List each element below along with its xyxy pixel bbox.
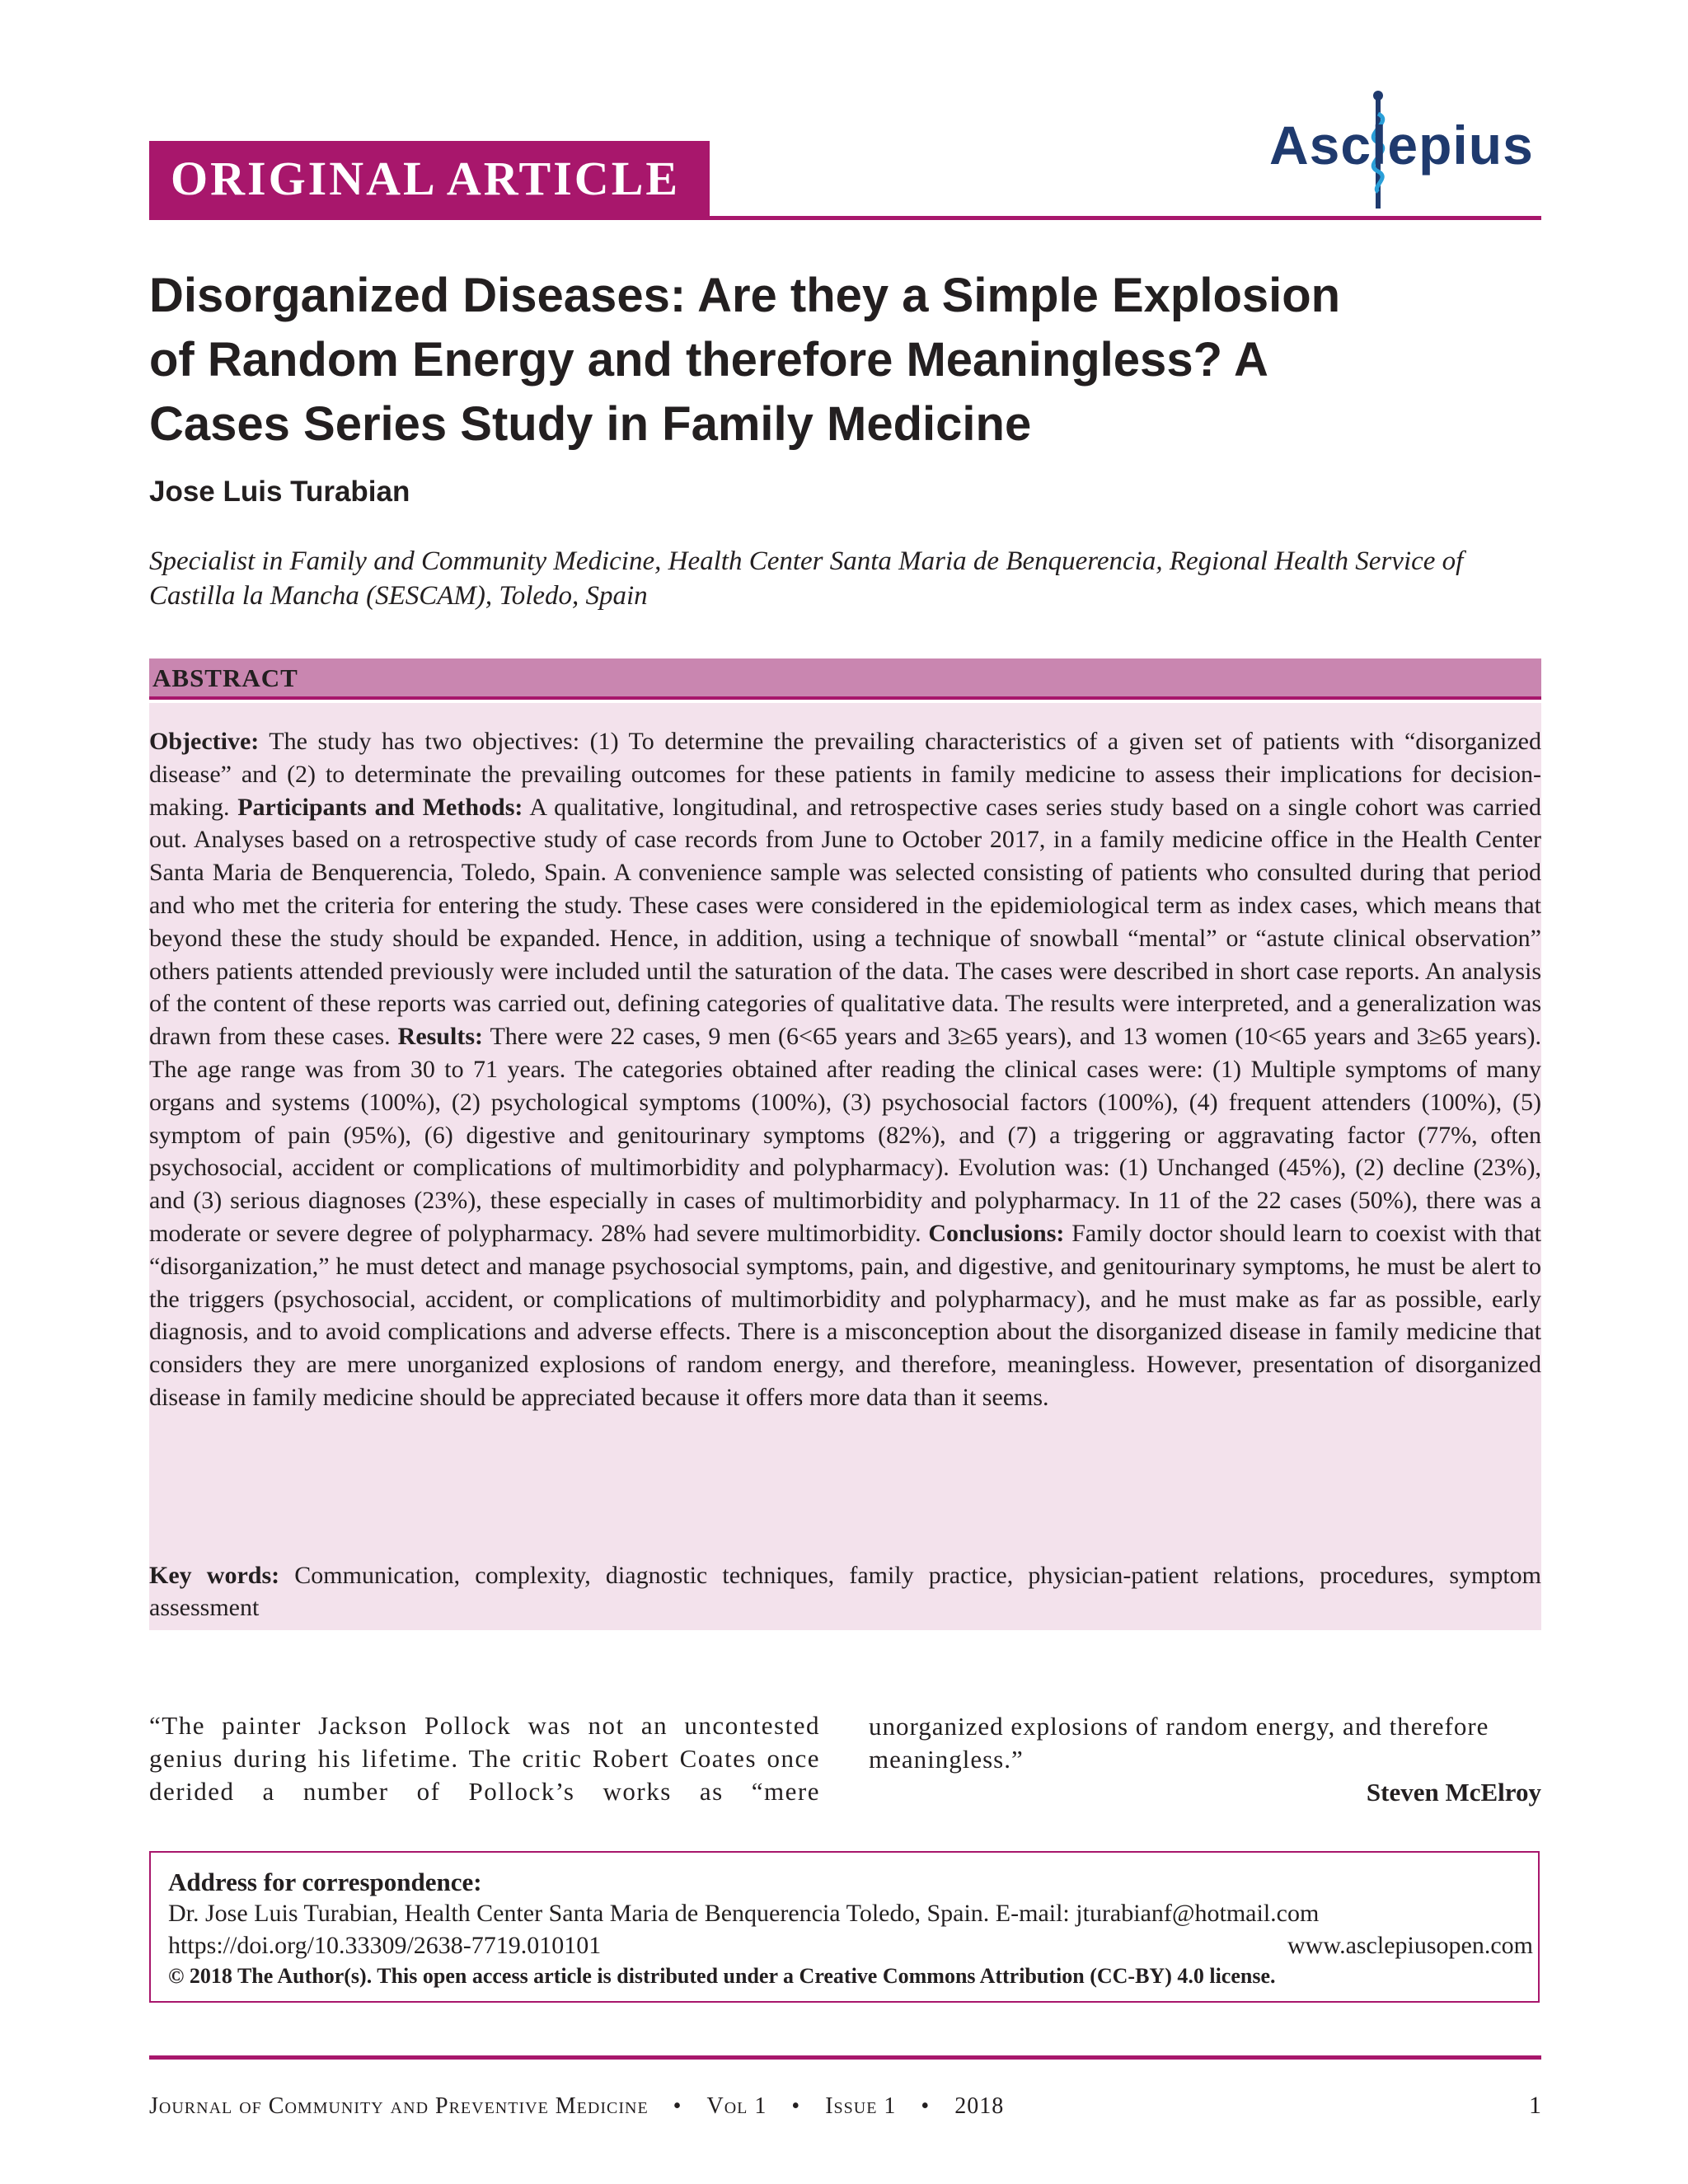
journal-name: Journal of Community and Preventive Medicine [149,2093,649,2119]
article-type-banner: ORIGINAL ARTICLE [149,141,710,217]
separator: • [791,2093,801,2119]
separator: • [921,2093,931,2119]
abstract-text [149,725,1541,1414]
author-affiliation: Specialist in Family and Community Medicine, Health Center Santa Maria de Benquerencia, Regional Health Service of Castilla la Mancha (SESCAM), Toledo, Spain [149,546,1464,611]
publisher-logo [1269,89,1541,213]
license-notice: © 2018 The Author(s). This open access article is distributed under a Creative Commons Attribution (CC-BY) 4.0 license. [168,1964,1276,1988]
conclusions-text: Family doctor should learn to coexist with that “disorganization,” he must detect and manage psychosocial symptoms, pain, and digestive, and genitourinary symptoms, he must be alert to the triggers (psychosocial, accident, or complications of multimorbidity and polypharmacy), and he must make as far as possible, early diagnosis, and to avoid complications and adverse effects. There is a misconception about the disorganized disease in family medicine that considers they are mere unorganized explosions of random energy, and therefore, meaningless. However, presentation of disorganized disease in family medicine should be appreciated because it offers more data than it seems. [149,1219,1541,1411]
doi-link[interactable]: https://doi.org/10.33309/2638-7719.010101 [168,1932,602,1959]
title-line: of Random Energy and therefore Meaningless? A [149,333,1268,387]
keywords-label: Key words: [149,1562,280,1589]
epigraph-right-column: unorganized explosions of random energy, and therefore meaningless.” [869,1712,1489,1774]
author-name: Jose Luis Turabian [149,476,410,508]
footer-divider [149,2055,1541,2060]
running-footer [149,2093,1004,2120]
objective-label: Objective: [149,728,260,755]
keywords-text: Communication, complexity, diagnostic techniques, family practice, physician-patient relations, procedures, symptom assessment [149,1562,1542,1621]
correspondence-box [149,1851,1540,2003]
issue: Issue 1 [825,2093,897,2119]
results-text: There were 22 cases, 9 men (6<65 years and 3≥65 years), and 13 women (10<65 years and 3≥65 years). The age range was from 30 to 71 years. The categories obtained after reading the clinical cases were: (1) Multiple symptoms of many organs and systems (100%), (2) psychological symptoms (100%), (3) psychosocial factors (100%), (4) frequent attenders (100%), (5) symptom of pain (95%), (6) digestive and genitourinary symptoms (82%), and (7) a triggering or aggravating factor (77%, often psychosocial, accident or complications of multimorbidity and polypharmacy). Evolution was: (1) Unchanged (45%), (2) decline (23%), and (3) serious diagnoses (23%), these especially in cases of multimorbidity and polypharmacy. In 11 of the 22 cases (50%), there was a moderate or severe degree of polypharmacy. 28% had severe multimorbidity. [149,1023,1541,1247]
abstract-heading: ABSTRACT [149,658,1541,700]
title-line: Cases Series Study in Family Medicine [149,397,1032,451]
title-line: Disorganized Diseases: Are they a Simple Explosion [149,269,1341,322]
banner-divider [149,216,1541,220]
website-link[interactable]: www.asclepiusopen.com [1287,1932,1533,1959]
separator: • [673,2093,682,2119]
objective-text: The study has two objectives: (1) To determine the prevailing characteristics of a given set of patients with “disorganized disease” and (2) to determinate the prevailing outcomes for these patients in family medicine to assess their implications for decision-making. [149,728,1541,821]
methods-label: Participants and Methods: [237,793,523,821]
epigraph-author: Steven McElroy [1366,1778,1541,1807]
conclusions-label: Conclusions: [928,1219,1065,1247]
publisher-logo-text: Asclepius [1269,115,1534,176]
methods-text: A qualitative, longitudinal, and retrospective cases series study based on a single cohort was carried out. Analyses based on a retrospective study of case records from June to October 2017, in a family medicine office in the Health Center Santa Maria de Benquerencia, Toledo, Spain. A convenience sample was selected consisting of patients who consulted during that period and who met the criteria for entering the study. These cases were considered in the epidemiological term as index cases, which means that beyond these the study should be expanded. Hence, in addition, using a technique of snowball “mental” or “astute clinical observation” others patients attended previously were included until the saturation of the data. The cases were described in short case reports. An analysis of the content of these reports was carried out, defining categories of qualitative data. The results were interpreted, and a generalization was drawn from these cases. [149,793,1541,1051]
results-label: Results: [397,1023,483,1051]
correspondence-heading: Address for correspondence: [168,1868,482,1896]
volume: Vol 1 [706,2093,767,2119]
article-title [149,264,1550,457]
keywords [149,1559,1541,1624]
page-number: 1 [1529,2092,1541,2119]
year: 2018 [954,2093,1005,2119]
epigraph-left-column: “The painter Jackson Pollock was not an uncontested genius during his lifetime. The critic Robert Coates once derided a number of Pollock’s works as “mere [149,1711,820,1806]
correspondence-address: Dr. Jose Luis Turabian, Health Center Santa Maria de Benquerencia Toledo, Spain. E-mail: jturabianf@hotmail.com [168,1900,1320,1927]
